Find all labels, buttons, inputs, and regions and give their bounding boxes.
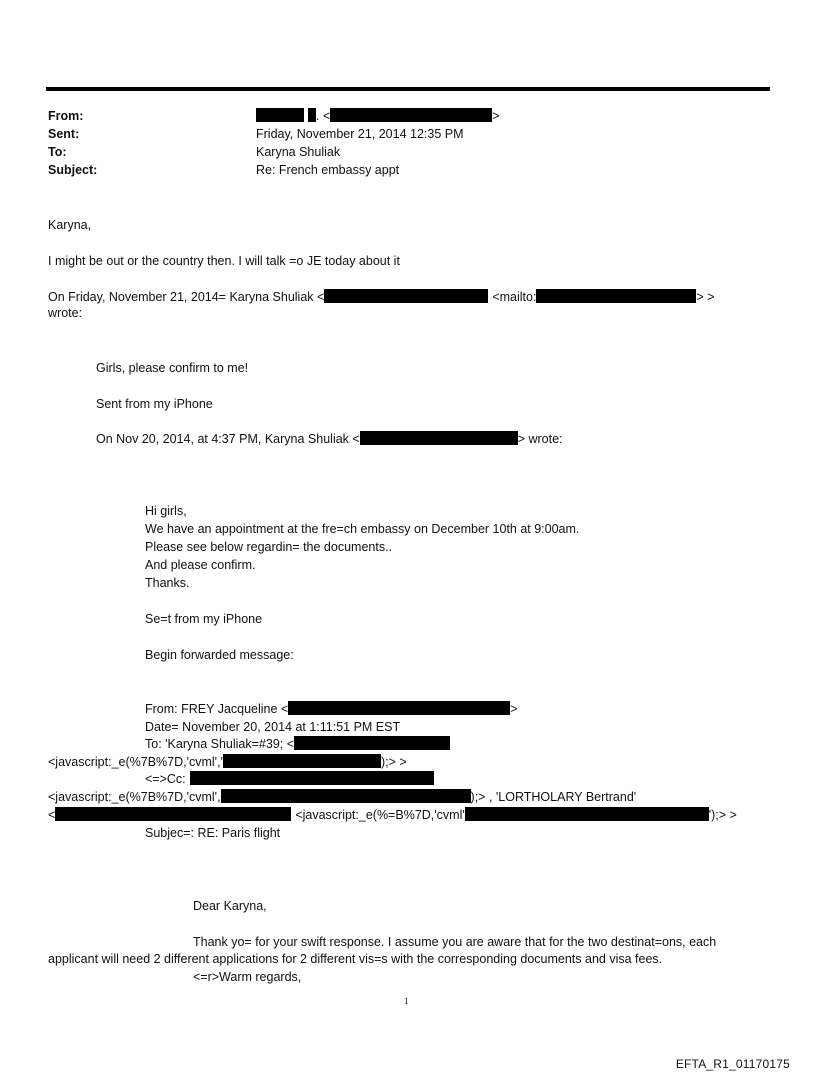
quote-line: And please confirm.	[145, 558, 256, 572]
quote-line: Hi girls,	[145, 504, 187, 518]
body-line: I might be out or the country then. I will talk =o JE today about it	[48, 254, 400, 268]
fwd-date: Date= November 20, 2014 at 1:11:51 PM EST	[145, 720, 401, 734]
sent-label: Sent:	[48, 127, 80, 141]
quote-line: Begin forwarded message:	[145, 648, 294, 662]
redaction	[256, 108, 304, 122]
fwd-js-2: <javascript:_e(%7B%7D,'cvml', );> , 'LORTHOLARY Bertrand'	[48, 790, 637, 804]
quote-line: Thank yo= for your swift response. I assume you are aware that for the two destinat=ons, each	[193, 935, 717, 949]
fwd-js-1: <javascript:_e(%7B%7D,'cvml',' );> >	[48, 755, 407, 769]
fwd-to: To: 'Karyna Shuliak=#39; <	[145, 736, 450, 752]
fwd-from: From: FREY Jacqueline < >	[145, 702, 518, 716]
quote-line: Thanks.	[145, 576, 190, 590]
subject-value: Re: French embassy appt	[256, 163, 400, 177]
redaction	[223, 754, 381, 768]
from-value: . < >	[256, 108, 500, 124]
to-value: Karyna Shuliak	[256, 145, 341, 159]
quote-line: Please see below regardin= the documents..	[145, 540, 393, 554]
document-id: EFTA_R1_01170175	[675, 1057, 790, 1071]
to-label: To:	[48, 145, 67, 159]
fwd-cc: <=>Cc:	[145, 771, 434, 787]
quote-intro-wrote: wrote:	[48, 306, 83, 320]
redaction	[360, 431, 518, 445]
fwd-js-3: < <javascript:_e(%=B%7D,'cvml' ');> >	[48, 808, 737, 822]
page-number: 1	[404, 996, 409, 1006]
redaction	[536, 289, 696, 303]
redaction	[294, 736, 450, 750]
fwd-subject: Subjec=: RE: Paris flight	[145, 826, 281, 840]
quote-line: <=r>Warm regards,	[193, 970, 302, 984]
header-rule	[46, 87, 770, 91]
redaction	[190, 771, 434, 785]
quote-line: Se=t from my iPhone	[145, 612, 263, 626]
redaction	[55, 807, 291, 821]
sent-value: Friday, November 21, 2014 12:35 PM	[256, 127, 464, 141]
quote-intro-2: On Nov 20, 2014, at 4:37 PM, Karyna Shuliak < > wrote:	[96, 432, 563, 446]
quote-line: Sent from my iPhone	[96, 397, 213, 411]
subject-label: Subject:	[48, 163, 98, 177]
redaction	[308, 108, 316, 122]
from-label: From:	[48, 109, 84, 123]
quote-line: Girls, please confirm to me!	[96, 361, 249, 375]
quote-line: applicant will need 2 different applications for 2 different vis=s with the corresponding documents and visa fees.	[48, 952, 663, 966]
greeting: Karyna,	[48, 218, 92, 232]
redaction	[324, 289, 488, 303]
redaction	[465, 807, 709, 821]
quote-line: Dear Karyna,	[193, 899, 267, 913]
redaction	[330, 108, 492, 122]
quote-line: We have an appointment at the fre=ch embassy on December 10th at 9:00am.	[145, 522, 580, 536]
quote-intro: On Friday, November 21, 2014= Karyna Shuliak < <mailto: > >	[48, 290, 715, 304]
redaction	[288, 701, 510, 715]
redaction	[221, 789, 471, 803]
